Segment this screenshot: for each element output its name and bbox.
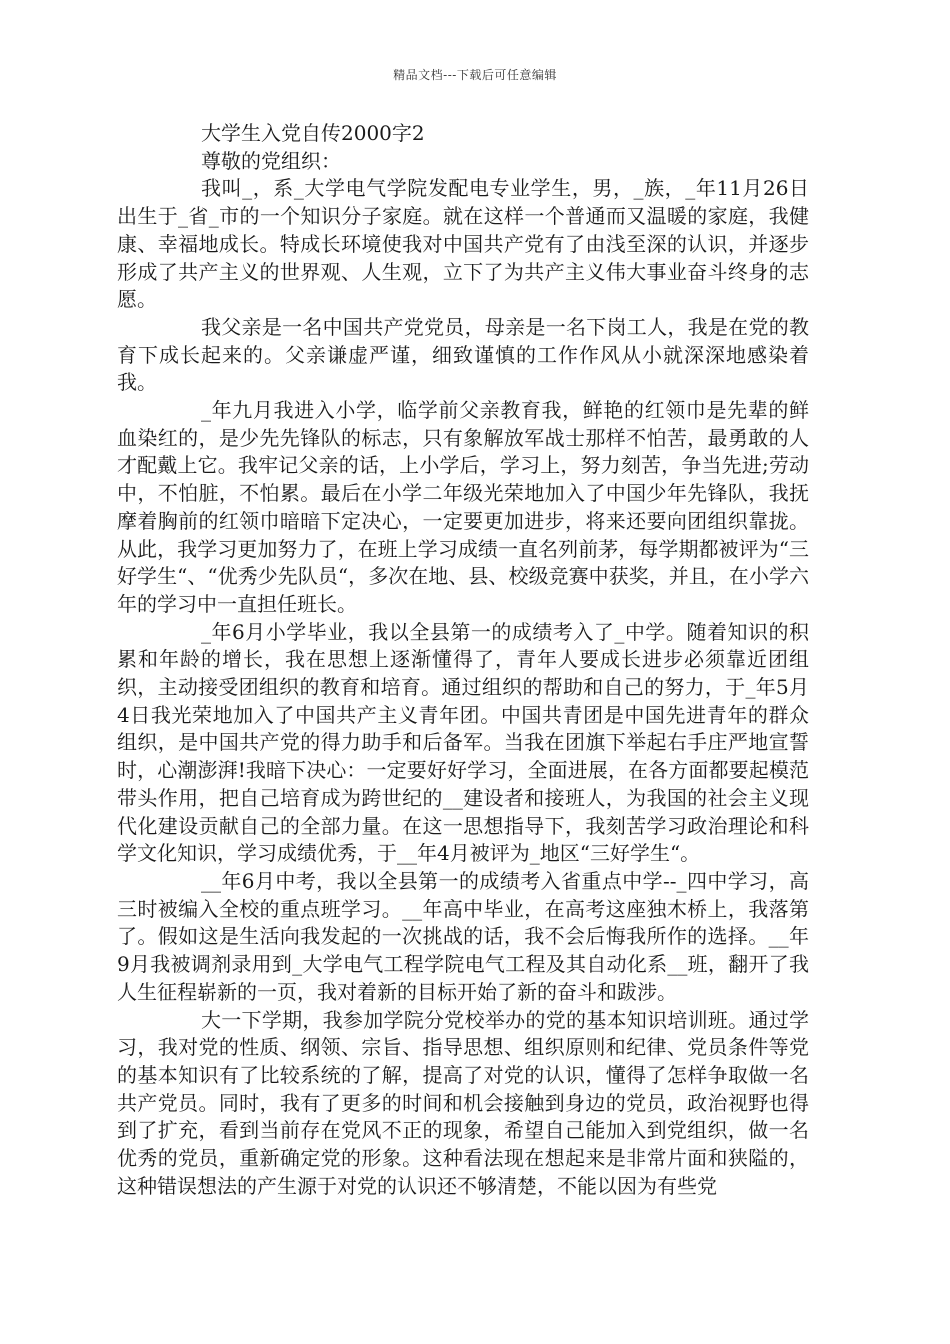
- paragraph-3: _年九月我进入小学，临学前父亲教育我，鲜艳的红领巾是先辈的鲜血染红的，是少先先锋队的标志，只有象解放军战士那样不怕苦，最勇敢的人才配戴上它。我牢记父亲的话，上小学后，学习上，努力刻苦，争当先进;劳动中，不怕脏，不怕累。最后在小学二年级光荣地加入了中国少年先锋队，我抚摩着胸前的红领巾暗暗下定决心，一定要更加进步，将来还要向团组织靠拢。从此，我学习更加努力了，在班上学习成绩一直名列前茅，每学期都被评为“三好学生“、“优秀少先队员“，多次在地、县、校级竞赛中获奖，并且，在小学六年的学习中一直担任班长。: [117, 398, 809, 616]
- paragraph-6: 大一下学期，我参加学院分党校举办的党的基本知识培训班。通过学习，我对党的性质、纲领、宗旨、指导思想、组织原则和纪律、党员条件等党的基本知识有了比较系统的了解，提高了对党的认识，懂得了怎样争取做一名共产党员。同时，我有了更多的时间和机会接触到身边的党员，政治视野也得到了扩充，看到当前存在党风不正的现象，希望自己能加入到党组织，做一名优秀的党员，重新确定党的形象。这种看法现在想起来是非常片面和狭隘的，这种错误想法的产生源于对党的认识还不够清楚，不能以因为有些党: [117, 1007, 809, 1198]
- paragraph-5: __年6月中考，我以全县第一的成绩考入省重点中学--_四中学习，高三时被编入全校的重点班学习。__年高中毕业，在高考这座独木桥上，我落第了。假如这是生活向我发起的一次挑战的话，我不会后悔我所作的选择。__年9月我被调剂录用到_大学电气工程学院电气工程及其自动化系__班，翻开了我人生征程崭新的一页，我对着新的目标开始了新的奋斗和跋涉。: [117, 868, 809, 1004]
- paragraph-1: 我叫_，系_大学电气学院发配电专业学生，男，_族，_年11月26日出生于_省_市的一个知识分子家庭。就在这样一个普通而又温暖的家庭，我健康、幸福地成长。特成长环境使我对中国共产党有了由浅至深的认识，并逐步形成了共产主义的世界观、人生观，立下了为共产主义伟大事业奋斗终身的志愿。: [117, 176, 809, 312]
- document-title: 大学生入党自传2000字2: [201, 121, 425, 145]
- page-header: 精品文档---下载后可任意编辑: [393, 68, 557, 82]
- paragraph-2: 我父亲是一名中国共产党党员，母亲是一名下岗工人，我是在党的教育下成长起来的。父亲谦虚严谨，细致谨慎的工作作风从小就深深地感染着我。: [117, 314, 809, 395]
- salutation: 尊敬的党组织：: [201, 148, 341, 173]
- paragraph-4: _年6月小学毕业，我以全县第一的成绩考入了_中学。随着知识的积累和年龄的增长，我在思想上逐渐懂得了，青年人要成长进步必须靠近团组织，主动接受团组织的教育和培育。通过组织的帮助和自己的努力，于_年5月4日我光荣地加入了中国共产主义青年团。中国共青团是中国先进青年的群众组织，是中国共产党的得力助手和后备军。当我在团旗下举起右手庄严地宣誓时，心潮澎湃!我暗下决心：一定要好好学习，全面进展，在各方面都要起模范带头作用，把自己培育成为跨世纪的__建设者和接班人，为我国的社会主义现代化建设贡献自己的全部力量。在这一思想指导下，我刻苦学习政治理论和科学文化知识，学习成绩优秀，于__年4月被评为_地区“三好学生“。: [117, 619, 809, 866]
- document-body: [117, 120, 809, 1200]
